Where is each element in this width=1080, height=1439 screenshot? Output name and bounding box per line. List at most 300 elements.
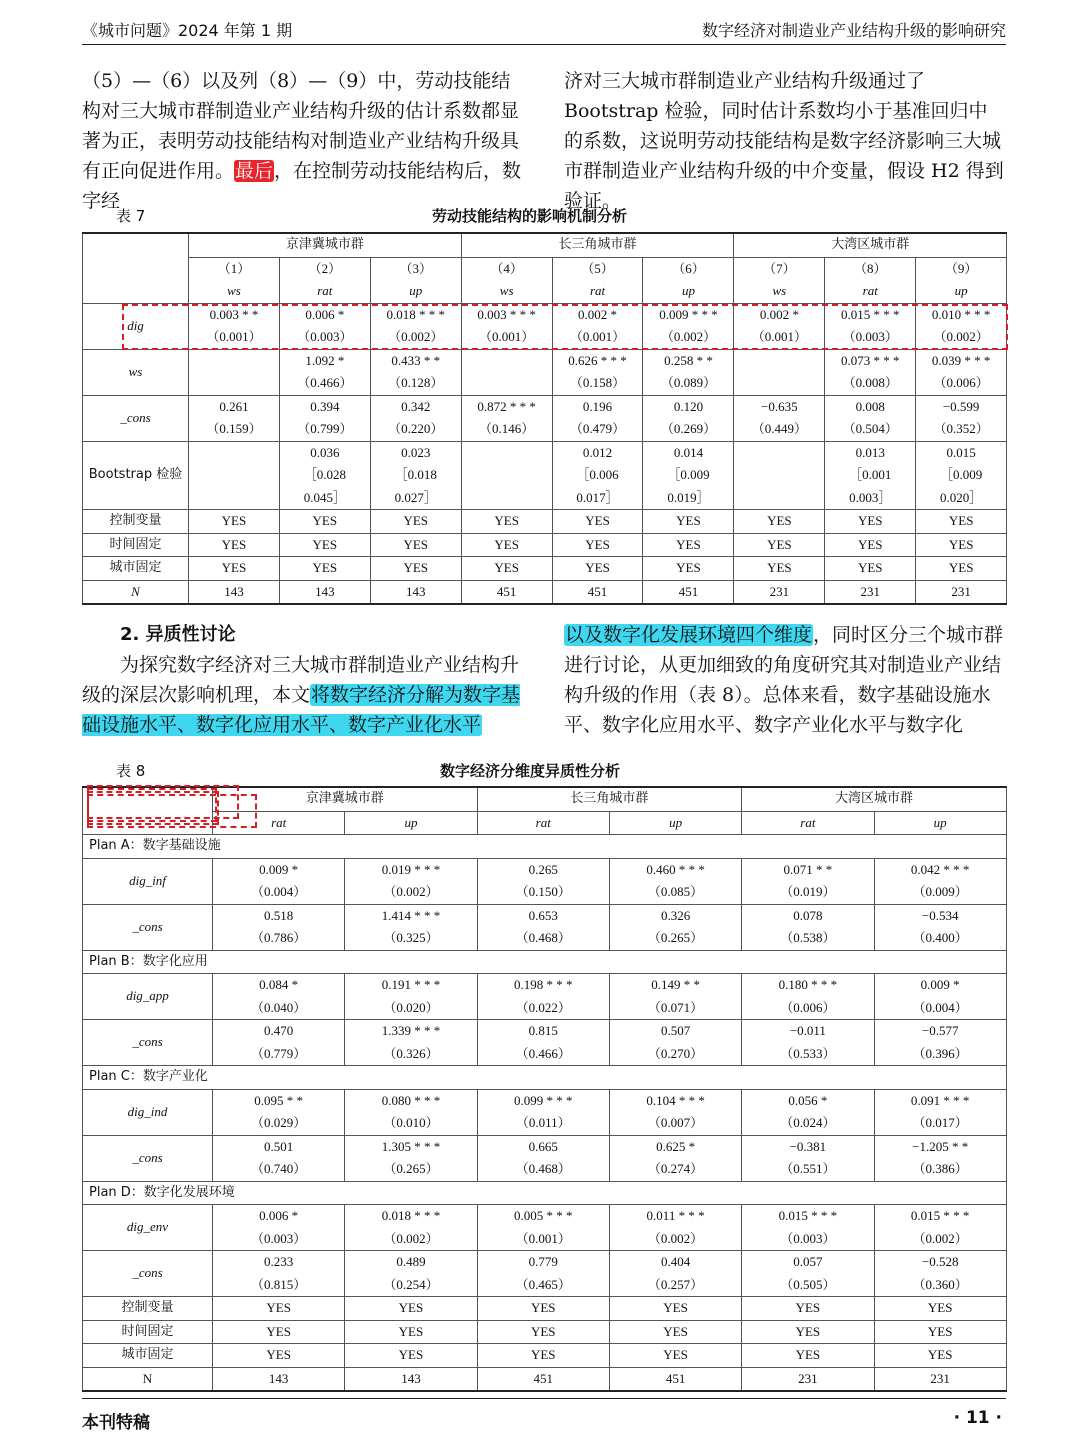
control-cell: 143 — [370, 580, 461, 604]
control-cell: YES — [742, 1344, 874, 1368]
se-cell: （0.002） — [609, 1228, 741, 1251]
group-header: 京津冀城市群 — [189, 233, 462, 257]
dependent-var: up — [874, 811, 1006, 835]
se-cell: （0.001） — [189, 326, 280, 349]
bootstrap-cell: 0.014 — [643, 441, 734, 464]
text-span: ，同时区分三个城市群进行讨论，从更加细致的角度研究其对制造业产业结构升级的作用（表 8）。总体来看，数字基础设施水平、数字化应用水平、数字产业化水平与数字化 — [564, 624, 1004, 736]
control-cell: YES — [825, 533, 916, 557]
control-cell: YES — [609, 1344, 741, 1368]
se-cell: （0.006） — [916, 372, 1007, 395]
dependent-var: up — [916, 280, 1007, 303]
coef-cell: 0.009 * * * — [643, 303, 734, 326]
se-cell: （0.386） — [874, 1158, 1006, 1181]
table-row — [83, 557, 1007, 581]
coef-cell: 0.006 * — [213, 1205, 345, 1228]
plan-label: Plan A：数字基础设施 — [83, 835, 1007, 859]
coef-cell: 0.404 — [609, 1251, 741, 1274]
bootstrap-cell: 0.045］ — [279, 487, 370, 510]
se-cell: （0.089） — [643, 372, 734, 395]
bootstrap-cell: ［0.009 — [643, 464, 734, 487]
column-number: （2） — [279, 257, 370, 280]
group-header: 大湾区城市群 — [734, 233, 1007, 257]
se-cell: （0.001） — [552, 326, 643, 349]
table-row — [83, 811, 1007, 835]
column-number: （9） — [916, 257, 1007, 280]
se-cell: （0.020） — [345, 997, 477, 1020]
se-cell: （0.003） — [825, 326, 916, 349]
se-cell: （0.265） — [609, 927, 741, 950]
table-row — [83, 1274, 1007, 1297]
se-cell: （0.040） — [213, 997, 345, 1020]
column-number: （6） — [643, 257, 734, 280]
control-cell: 231 — [742, 1367, 874, 1391]
table-row — [83, 257, 1007, 280]
dependent-var: ws — [461, 280, 552, 303]
coef-cell: 0.018 * * * — [370, 303, 461, 326]
coef-cell: 0.003 * * — [189, 303, 280, 326]
column-number: （5） — [552, 257, 643, 280]
se-cell: （0.449） — [734, 418, 825, 441]
plan-label: Plan B：数字化应用 — [83, 950, 1007, 974]
coef-cell: 0.258 * * — [643, 349, 734, 372]
se-cell: （0.786） — [213, 927, 345, 950]
se-cell: （0.002） — [874, 1228, 1006, 1251]
control-cell: YES — [189, 557, 280, 581]
coef-cell: 0.073 * * * — [825, 349, 916, 372]
coef-cell: 0.104 * * * — [609, 1089, 741, 1112]
group-header: 京津冀城市群 — [213, 787, 478, 811]
coef-cell: 0.653 — [477, 904, 609, 927]
se-cell: （0.465） — [477, 1274, 609, 1297]
coef-cell: 0.009 * — [874, 974, 1006, 997]
group-header: 大湾区城市群 — [742, 787, 1007, 811]
coef-cell: 0.261 — [189, 395, 280, 418]
se-cell: （0.085） — [609, 881, 741, 904]
se-cell: （0.004） — [213, 881, 345, 904]
coef-cell: 0.071 * * — [742, 858, 874, 881]
coef-cell: 0.342 — [370, 395, 461, 418]
control-cell: YES — [345, 1344, 477, 1368]
control-cell: 143 — [213, 1367, 345, 1391]
column-number: （3） — [370, 257, 461, 280]
table-row — [83, 1228, 1007, 1251]
table-row — [83, 441, 1007, 464]
bootstrap-cell: ［0.009 — [916, 464, 1007, 487]
coef-cell: −1.205 * * — [874, 1135, 1006, 1158]
se-cell: （0.002） — [345, 881, 477, 904]
dependent-var: ws — [734, 280, 825, 303]
var-name: dig_env — [83, 1205, 213, 1251]
bootstrap-cell — [189, 441, 280, 464]
se-cell: （0.024） — [742, 1112, 874, 1135]
coef-cell: 0.625 * — [609, 1135, 741, 1158]
control-cell: YES — [461, 557, 552, 581]
bootstrap-cell: 0.003］ — [825, 487, 916, 510]
control-cell: YES — [552, 533, 643, 557]
coef-cell: 0.039 * * * — [916, 349, 1007, 372]
var-name: dig_inf — [83, 858, 213, 904]
bootstrap-label: Bootstrap 检验 — [83, 441, 189, 510]
control-cell: YES — [742, 1297, 874, 1321]
control-cell: YES — [825, 510, 916, 534]
se-cell: （0.400） — [874, 927, 1006, 950]
control-cell: YES — [874, 1344, 1006, 1368]
table-row — [83, 372, 1007, 395]
se-cell: （0.008） — [825, 372, 916, 395]
var-name: dig_ind — [83, 1089, 213, 1135]
control-label: N — [83, 1367, 213, 1391]
corner-cell — [83, 233, 189, 303]
coef-cell: 0.507 — [609, 1020, 741, 1043]
coef-cell: 0.091 * * * — [874, 1089, 1006, 1112]
se-cell: （0.150） — [477, 881, 609, 904]
se-cell: （0.360） — [874, 1274, 1006, 1297]
section2-right — [564, 620, 1006, 740]
se-cell: （0.269） — [643, 418, 734, 441]
column-number: （7） — [734, 257, 825, 280]
se-cell: （0.504） — [825, 418, 916, 441]
top-right-paragraph — [564, 66, 1006, 216]
control-cell: 143 — [189, 580, 280, 604]
table7-title: 劳动技能结构的影响机制分析 — [432, 207, 628, 225]
se-cell: （0.815） — [213, 1274, 345, 1297]
se-cell: （0.538） — [742, 927, 874, 950]
control-cell: YES — [279, 557, 370, 581]
table-row — [83, 1367, 1007, 1391]
bootstrap-cell: 0.017］ — [552, 487, 643, 510]
text-span: 为探究数字经济对三大城市群制造业产业结构升级的深层次影响机理，本文 — [82, 654, 520, 706]
coef-cell: −0.599 — [916, 395, 1007, 418]
se-cell: （0.146） — [461, 418, 552, 441]
se-cell: （0.220） — [370, 418, 461, 441]
table-row — [83, 1112, 1007, 1135]
se-cell: （0.001） — [461, 326, 552, 349]
se-cell: （0.159） — [189, 418, 280, 441]
se-cell: （0.003） — [279, 326, 370, 349]
se-cell: （0.009） — [874, 881, 1006, 904]
se-cell: （0.468） — [477, 927, 609, 950]
table-row — [83, 974, 1007, 997]
table-row — [83, 487, 1007, 510]
control-cell: YES — [643, 533, 734, 557]
table-row — [83, 1089, 1007, 1112]
coef-cell: 0.198 * * * — [477, 974, 609, 997]
group-header: 长三角城市群 — [461, 233, 734, 257]
control-cell: YES — [279, 510, 370, 534]
se-cell: （0.779） — [213, 1043, 345, 1066]
var-name: _cons — [83, 904, 213, 950]
dependent-var: up — [643, 280, 734, 303]
table-row — [83, 418, 1007, 441]
var-name: dig_app — [83, 974, 213, 1020]
coef-cell: 0.470 — [213, 1020, 345, 1043]
dependent-var: rat — [742, 811, 874, 835]
control-cell: 451 — [609, 1367, 741, 1391]
column-number: （4） — [461, 257, 552, 280]
coef-cell: 0.626 * * * — [552, 349, 643, 372]
bootstrap-cell — [734, 441, 825, 464]
se-cell: （0.002） — [370, 326, 461, 349]
coef-cell: 0.233 — [213, 1251, 345, 1274]
control-cell: YES — [213, 1297, 345, 1321]
control-cell: 143 — [345, 1367, 477, 1391]
control-cell: 231 — [825, 580, 916, 604]
bootstrap-cell: ［0.001 — [825, 464, 916, 487]
coef-cell: 0.011 * * * — [609, 1205, 741, 1228]
table-row — [83, 580, 1007, 604]
dependent-var: up — [609, 811, 741, 835]
se-cell: （0.257） — [609, 1274, 741, 1297]
coef-cell: 0.002 * — [734, 303, 825, 326]
se-cell: （0.265） — [345, 1158, 477, 1181]
control-cell: YES — [643, 557, 734, 581]
control-label: 城市固定 — [83, 1344, 213, 1368]
control-cell: YES — [609, 1320, 741, 1344]
highlight-cyan: 将数字经济分解为数字基础设施水平、数字化应用水平、数字产业化水平 — [82, 684, 521, 736]
table-row — [83, 1344, 1007, 1368]
coef-cell: 0.010 * * * — [916, 303, 1007, 326]
journal-issue: 《城市问题》2024 年第 1 期 — [82, 21, 293, 40]
bootstrap-cell — [189, 464, 280, 487]
coef-cell: 0.015 * * * — [874, 1205, 1006, 1228]
se-cell: （0.011） — [477, 1112, 609, 1135]
page-header — [82, 14, 1006, 42]
coef-cell — [734, 349, 825, 372]
var-name: _cons — [83, 1020, 213, 1066]
se-cell: （0.799） — [279, 418, 370, 441]
se-cell: （0.002） — [916, 326, 1007, 349]
se-cell: （0.002） — [345, 1228, 477, 1251]
coef-cell: 0.460 * * * — [609, 858, 741, 881]
coef-cell: 0.015 * * * — [742, 1205, 874, 1228]
control-cell: YES — [734, 533, 825, 557]
table-row — [83, 881, 1007, 904]
table-row — [83, 1181, 1007, 1205]
bootstrap-cell — [189, 487, 280, 510]
text-span: ，在控制劳动技能结构后，数字经 — [82, 160, 522, 212]
bootstrap-cell: 0.027］ — [370, 487, 461, 510]
se-cell: （0.029） — [213, 1112, 345, 1135]
dependent-var: rat — [477, 811, 609, 835]
table7 — [82, 232, 1007, 605]
control-cell: 231 — [874, 1367, 1006, 1391]
control-cell: YES — [874, 1320, 1006, 1344]
control-cell: YES — [345, 1297, 477, 1321]
var-name: _cons — [83, 395, 189, 441]
control-cell: YES — [279, 533, 370, 557]
table-row — [83, 1158, 1007, 1181]
plan-label: Plan D：数字化发展环境 — [83, 1181, 1007, 1205]
coef-cell: 0.099 * * * — [477, 1089, 609, 1112]
se-cell: （0.352） — [916, 418, 1007, 441]
control-cell: 451 — [461, 580, 552, 604]
se-cell: （0.468） — [477, 1158, 609, 1181]
coef-cell: 0.095 * * — [213, 1089, 345, 1112]
control-cell: YES — [477, 1320, 609, 1344]
bootstrap-cell: ［0.006 — [552, 464, 643, 487]
table-row — [83, 280, 1007, 303]
column-number: （1） — [189, 257, 280, 280]
table-row — [83, 395, 1007, 418]
control-cell: YES — [370, 510, 461, 534]
control-cell: YES — [370, 533, 461, 557]
table-row — [83, 533, 1007, 557]
table-row — [83, 787, 1007, 811]
table-row — [83, 1297, 1007, 1321]
se-cell: （0.551） — [742, 1158, 874, 1181]
control-cell: YES — [213, 1344, 345, 1368]
corner-cell — [83, 787, 213, 835]
se-cell: （0.479） — [552, 418, 643, 441]
se-cell: （0.274） — [609, 1158, 741, 1181]
control-cell: YES — [916, 533, 1007, 557]
dependent-var: up — [345, 811, 477, 835]
se-cell: （0.466） — [477, 1043, 609, 1066]
dependent-var: rat — [552, 280, 643, 303]
control-cell: 451 — [552, 580, 643, 604]
coef-cell: 0.779 — [477, 1251, 609, 1274]
control-cell: YES — [213, 1320, 345, 1344]
control-cell: 231 — [734, 580, 825, 604]
control-label: 控制变量 — [83, 510, 189, 534]
coef-cell: 0.006 * — [279, 303, 370, 326]
table-row — [83, 1043, 1007, 1066]
table-row — [83, 510, 1007, 534]
coef-cell: 0.084 * — [213, 974, 345, 997]
bootstrap-cell — [461, 464, 552, 487]
se-cell — [734, 372, 825, 395]
coef-cell: 0.149 * * — [609, 974, 741, 997]
table-row — [83, 1020, 1007, 1043]
control-label: 城市固定 — [83, 557, 189, 581]
table8-label: 表 8 — [116, 762, 146, 780]
se-cell: （0.001） — [477, 1228, 609, 1251]
coef-cell: 1.414 * * * — [345, 904, 477, 927]
plan-label: Plan C：数字产业化 — [83, 1066, 1007, 1090]
coef-cell: 0.057 — [742, 1251, 874, 1274]
coef-cell: 0.872 * * * — [461, 395, 552, 418]
table-row — [83, 1135, 1007, 1158]
coef-cell: 1.305 * * * — [345, 1135, 477, 1158]
coef-cell — [461, 349, 552, 372]
coef-cell: 0.002 * — [552, 303, 643, 326]
table-row — [83, 927, 1007, 950]
table7-label: 表 7 — [116, 207, 146, 225]
control-cell: YES — [477, 1344, 609, 1368]
coef-cell: 0.665 — [477, 1135, 609, 1158]
control-cell: YES — [461, 510, 552, 534]
se-cell: （0.017） — [874, 1112, 1006, 1135]
coef-cell: 0.015 * * * — [825, 303, 916, 326]
section2-heading: 2. 异质性讨论 — [120, 624, 236, 645]
se-cell: （0.003） — [213, 1228, 345, 1251]
coef-cell: 0.489 — [345, 1251, 477, 1274]
control-cell: YES — [916, 510, 1007, 534]
coef-cell: 1.339 * * * — [345, 1020, 477, 1043]
control-label: 时间固定 — [83, 1320, 213, 1344]
bootstrap-cell: 0.012 — [552, 441, 643, 464]
table-row — [83, 858, 1007, 881]
table-row — [83, 1251, 1007, 1274]
se-cell: （0.466） — [279, 372, 370, 395]
se-cell: （0.010） — [345, 1112, 477, 1135]
se-cell: （0.740） — [213, 1158, 345, 1181]
se-cell: （0.002） — [643, 326, 734, 349]
bootstrap-cell: 0.013 — [825, 441, 916, 464]
coef-cell: 0.080 * * * — [345, 1089, 477, 1112]
se-cell — [461, 372, 552, 395]
table-row — [83, 904, 1007, 927]
bootstrap-cell: 0.036 — [279, 441, 370, 464]
coef-cell: −0.011 — [742, 1020, 874, 1043]
page-number: · 11 · — [953, 1408, 1002, 1428]
var-name: _cons — [83, 1135, 213, 1181]
se-cell: （0.003） — [742, 1228, 874, 1251]
coef-cell: 0.501 — [213, 1135, 345, 1158]
se-cell: （0.505） — [742, 1274, 874, 1297]
table-row — [83, 464, 1007, 487]
coef-cell: 0.078 — [742, 904, 874, 927]
coef-cell: −0.635 — [734, 395, 825, 418]
se-cell: （0.254） — [345, 1274, 477, 1297]
se-cell: （0.326） — [345, 1043, 477, 1066]
se-cell: （0.158） — [552, 372, 643, 395]
control-label: N — [83, 580, 189, 604]
coef-cell: −0.381 — [742, 1135, 874, 1158]
coef-cell: −0.577 — [874, 1020, 1006, 1043]
se-cell: （0.004） — [874, 997, 1006, 1020]
se-cell: （0.270） — [609, 1043, 741, 1066]
article-title: 数字经济对制造业产业结构升级的影响研究 — [701, 21, 1006, 40]
coef-cell: −0.528 — [874, 1251, 1006, 1274]
bootstrap-cell: 0.020］ — [916, 487, 1007, 510]
se-cell — [189, 372, 280, 395]
table-row — [83, 233, 1007, 257]
se-cell: （0.022） — [477, 997, 609, 1020]
coef-cell: 0.042 * * * — [874, 858, 1006, 881]
bootstrap-cell — [461, 487, 552, 510]
var-name: dig — [83, 303, 189, 349]
coef-cell: 0.326 — [609, 904, 741, 927]
coef-cell: 0.394 — [279, 395, 370, 418]
header-rule — [82, 44, 1006, 45]
var-name: ws — [83, 349, 189, 395]
column-number: （8） — [825, 257, 916, 280]
dependent-var: rat — [213, 811, 345, 835]
se-cell: （0.071） — [609, 997, 741, 1020]
coef-cell — [189, 349, 280, 372]
coef-cell: 0.018 * * * — [345, 1205, 477, 1228]
se-cell: （0.019） — [742, 881, 874, 904]
text-span: 济对三大城市群制造业产业结构升级通过了 Bootstrap 检验，同时估计系数均小于基准回归中的系数，这说明劳动技能结构是数字经济影响三大城市群制造业产业结构升级的中介变量，假设 H2 得到验证。 — [564, 70, 1004, 212]
coef-cell: 0.265 — [477, 858, 609, 881]
coef-cell: 0.008 — [825, 395, 916, 418]
table-row — [83, 950, 1007, 974]
coef-cell: 0.120 — [643, 395, 734, 418]
highlight-red: 最后 — [235, 160, 274, 182]
table-row — [83, 349, 1007, 372]
control-cell: YES — [874, 1297, 1006, 1321]
table-row — [83, 1320, 1007, 1344]
section2-left — [82, 620, 528, 740]
table8-title: 数字经济分维度异质性分析 — [440, 762, 621, 780]
coef-cell: 0.815 — [477, 1020, 609, 1043]
coef-cell: 1.092 * — [279, 349, 370, 372]
top-left-paragraph — [82, 66, 528, 216]
control-label: 时间固定 — [83, 533, 189, 557]
control-cell: 451 — [643, 580, 734, 604]
control-cell: 143 — [279, 580, 370, 604]
